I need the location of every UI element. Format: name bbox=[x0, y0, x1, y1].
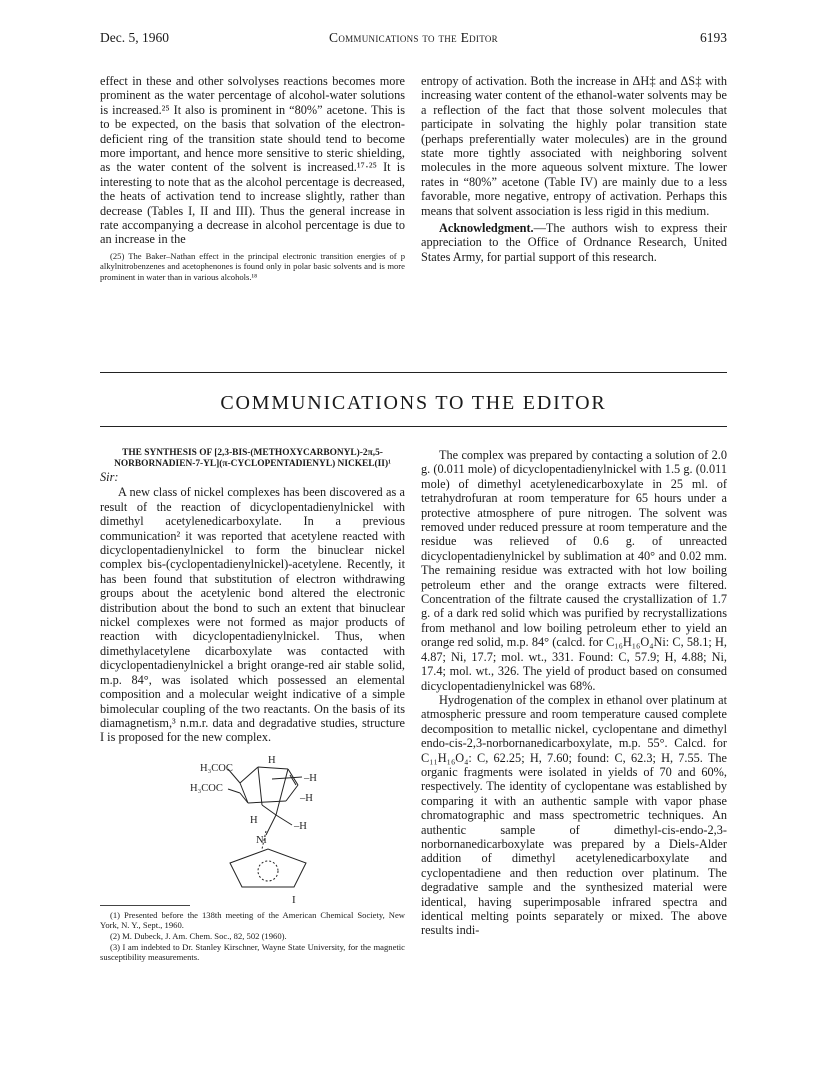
footnote-25: (25) The Baker–Nathan effect in the principal electronic transition energies of p alkylnitrobenzenes and acetophenones is found only in polar basic solvents and is more prominent in water than in various alcohols.¹⁸ bbox=[100, 250, 405, 283]
upper-right-paragraph: entropy of activation. Both the increase in ΔH‡ and ΔS‡ with increasing water content of the ethanol-water solvents may be a reflection of the fact that those solvent molecules that participate in solvating the highly polar transition state (perhaps preferentially water molecules) are in the ground state more tightly associated with neighboring solvent molecules in the more aqueous solvent mixture. The lower rates in “80%” acetone (Table IV) are mainly due to a less favorable, more negative, entropy of activation. Perhaps this means that solvent association is less rigid in this medium. bbox=[421, 74, 727, 218]
article-paragraph-1: A new class of nickel complexes has been discovered as a result of the reaction of dicyclopentadienylnickel with dimethyl acetylenedicarboxylate. In a previous communication² it was reported that acetylene reacted with dicyclopentadienylnickel to form the binuclear nickel complex bis-(cyclopentadienylnickel)-acetylene. Recently, it has been found that substitution of electron withdrawing groups about the acetylenic bond altered the electronic distribution about the bond to such an extent that binuclear nickel complexes were not formed as major products of reaction with dicyclopentadienylnickel. Thus, when dimethylacetylene dicarboxylate was contacted with dicyclopentadienylnickel a bright orange-red air stable solid, m.p. 84°, was isolated which possessed an elemental composition and a molecular weight indicative of a simple bimolecular coupling of the two reactants. On the basis of its diamagnetism,³ n.m.r. data and degradative studies, structure I is proposed for the new complex. bbox=[100, 485, 405, 745]
label-nickel: Ni bbox=[256, 834, 267, 846]
footnote-separator bbox=[100, 905, 190, 906]
label-h-right-2: –H bbox=[300, 792, 313, 804]
label-methoxycarbonyl-2: H₃COC bbox=[190, 782, 223, 794]
acknowledgment-paragraph bbox=[421, 221, 727, 264]
section-title: COMMUNICATIONS TO THE EDITOR bbox=[220, 392, 607, 414]
upper-left-column bbox=[100, 74, 405, 283]
label-h-bridge-right: –H bbox=[294, 820, 307, 832]
article-paragraph-2: The complex was prepared by contacting a solution of 2.0 g. (0.011 mole) of dicyclopentadienylnickel with 1.5 g. (0.011 mole) of dimethyl acetylenedicarboxylate in 25 ml. of tetrahydrofuran at room temperature for 65 hours under a protective atmosphere of pure nitrogen. The solvent was removed under reduced pressure at room temperature and the residue was relieved of 0.6 g. of unreacted dicyclopentadienylnickel by sublimation at 40° and 0.02 mm. The remaining residue was extracted with hot low boiling petroleum ether and the orange extracts were filtered. Concentration of the filtrate caused the crystallization of 1.7 g. of a dark red solid which was purified by recrystallizations from methanol and low boiling petroleum ether to yield an orange red solid, m.p. 84° (calcd. for C₁₆H₁₆O₄Ni: C, 58.1; H, 4.87; Ni, 17.7; mol. wt., 331. Found: C, 57.9; H, 4.88; Ni, 17.4; mol. wt., 326. The yield of product based on consumed dicyclopentadienylnickel was 68%. bbox=[421, 448, 727, 693]
section-rule-top bbox=[100, 372, 727, 373]
header-journal: Communications to the Editor bbox=[329, 30, 498, 45]
salutation: Sir: bbox=[100, 470, 119, 484]
header-page-number: 6193 bbox=[700, 30, 727, 45]
article-paragraph-3: Hydrogenation of the complex in ethanol over platinum at atmospheric pressure and room temperature caused complete decomposition to metallic nickel, cyclopentane and dimethyl endo-cis-2,3-norbornanedicarboxylate, m.p. 55°. Calcd. for C₁₁H₁₆O₄: C, 62.25; H, 7.60; found: C, 62.3; H, 7.55. The organic fragments were isolated in yields of 70 and 60%, respectively. The identity of cyclopentane was established by comparing it with an authentic sample with vapor phase chromatographic and mass spectrometric techniques. An authentic sample of dimethyl-cis-endo-2,3-norbornanedicarboxylate was prepared by a Diels-Alder addition of dimethyl acetylenedicarboxylate and cyclopentadiene and then reduction over platinum. The degradative sample and the synthesized material were identical, having superimposable infrared spectra and identical melting points separately or mixed. The above results indi- bbox=[421, 692, 727, 938]
upper-right-column bbox=[421, 74, 727, 264]
footnote-2: (2) M. Dubeck, J. Am. Chem. Soc., 82, 502 (1960). bbox=[110, 930, 287, 941]
label-h-top: H bbox=[268, 754, 276, 766]
footnote-3: (3) I am indebted to Dr. Stanley Kirschner, Wayne State University, for the magnetic susceptibility measurements. bbox=[100, 941, 405, 963]
acknowledgment-text: —The authors wish to express their appreciation to the Office of Ordnance Research, United States Army, for partial support of this research. bbox=[421, 221, 727, 264]
structure-i-diagram bbox=[100, 745, 430, 905]
section-rule-bottom bbox=[100, 426, 727, 427]
label-h-right-1: –H bbox=[304, 772, 317, 784]
article-right-column bbox=[421, 448, 727, 938]
article-left-column bbox=[100, 448, 405, 963]
structure-i-drawing bbox=[100, 745, 430, 905]
article-title: THE SYNTHESIS OF [2,3-BIS-(METHOXYCARBONYL)-2π,5-NORBORNADIEN-7-YL](π-CYCLOPENTADIENYL) NICKEL(II)¹ bbox=[114, 448, 391, 469]
label-h-bridge: H bbox=[250, 814, 258, 826]
label-methoxycarbonyl-1: H₃COC bbox=[200, 762, 233, 774]
header-date: Dec. 5, 1960 bbox=[100, 30, 169, 45]
acknowledgment-label: Acknowledgment. bbox=[439, 221, 534, 236]
footnote-1: (1) Presented before the 138th meeting of the American Chemical Society, New York, N. Y., Sept., 1960. bbox=[100, 909, 405, 931]
upper-left-paragraph: effect in these and other solvolyses reactions becomes more prominent as the water percentage of alcohol-water solutions is increased.²⁵ It also is prominent in “80%” acetone. This is to be expected, on the basis that solvation of the electron-deficient ring of the transition state should tend to become more important, and hence more sensitive to steric shielding, as the water content of the solvent is increased.¹⁷·²⁵ It is interesting to note that as the alcohol percentage is decreased, the heats of activation tend to increase slightly, rather than decrease (Tables I, II and III). Thus the general increase in rate accompanying a decrease in alcohol percentage is due to an increase in the bbox=[100, 74, 405, 247]
structure-caption: I bbox=[292, 893, 296, 905]
